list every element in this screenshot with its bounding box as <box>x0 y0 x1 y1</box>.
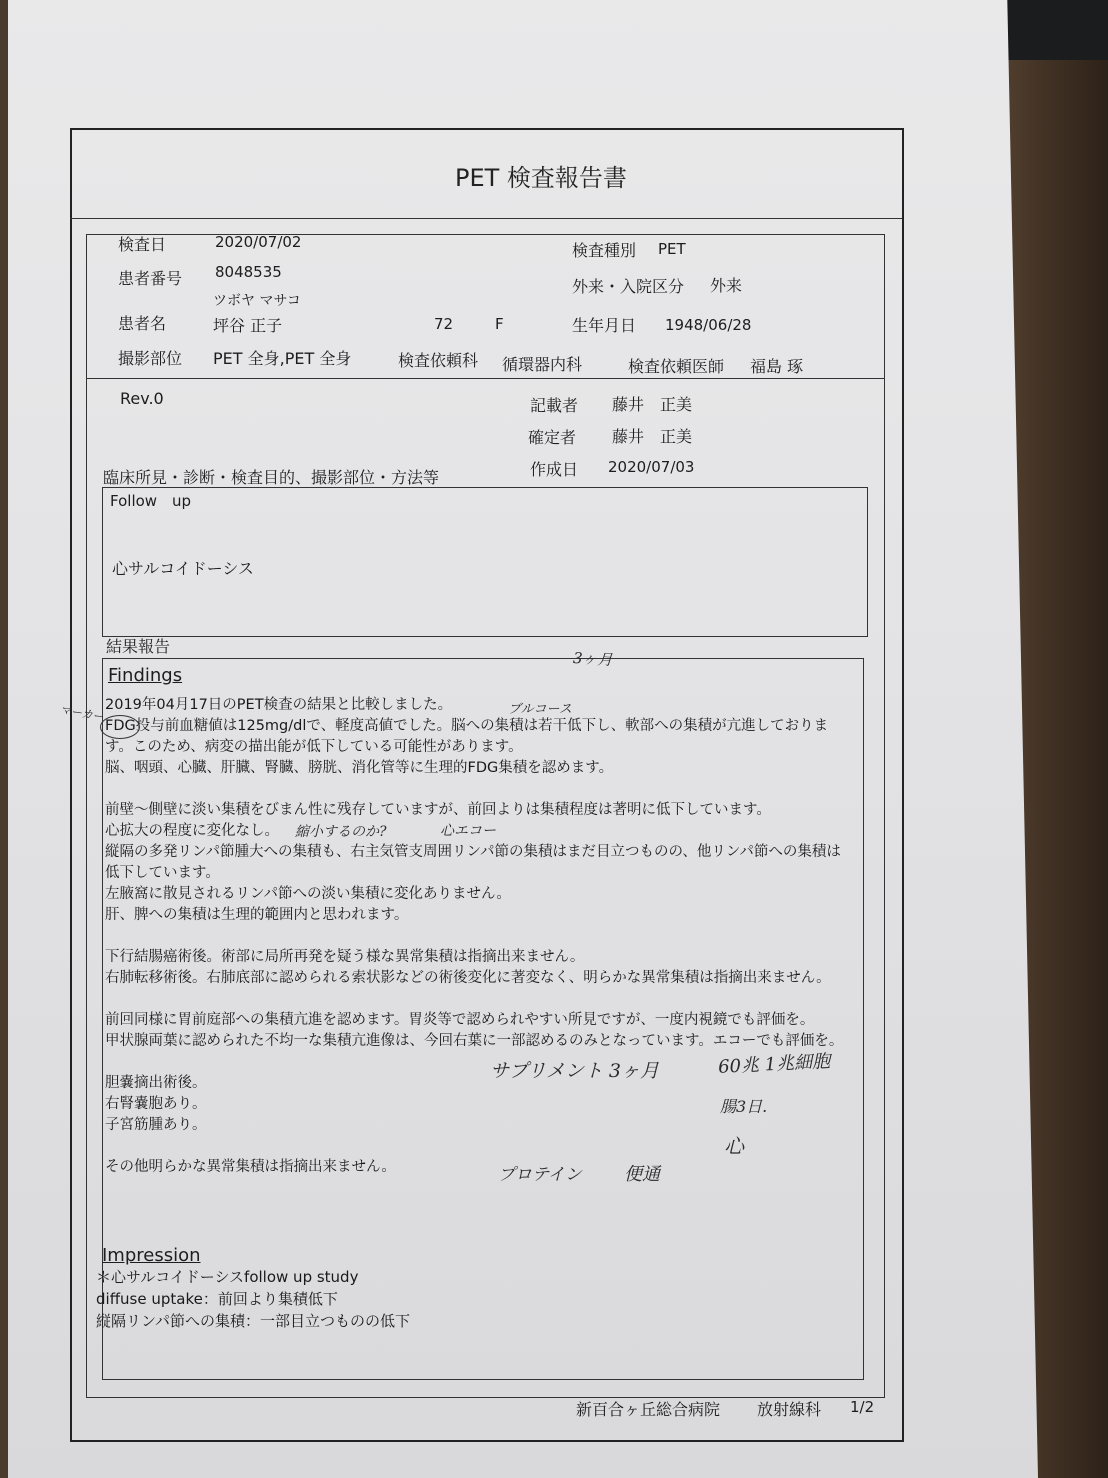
clinical-diagnosis: 心サルコイドーシス <box>112 559 254 578</box>
findings-line: 右肺転移術後。右肺底部に認められる索状影などの術後変化に著変なく、明らかな異常集積は指摘出来ません。 <box>105 970 831 986</box>
patient-name-label: 患者名 <box>118 314 167 333</box>
handwritten-circle <box>100 715 140 739</box>
handwritten-note: ブルコース <box>508 702 572 717</box>
findings-line: 肝、脾への集積は生理的範囲内と思われます。 <box>105 907 409 923</box>
findings-heading: Findings <box>108 665 183 686</box>
patient-kana: ツボヤ マサコ <box>213 293 301 309</box>
exam-type-label: 検査種別 <box>572 241 637 260</box>
site-label: 撮影部位 <box>118 349 183 368</box>
findings-line: FDG投与前血糖値は125mg/dlで、軽度高値でした。脳への集積は若干低下し、軟部への集積が亢進しておりま <box>105 718 829 734</box>
title-divider <box>70 218 902 219</box>
exam-type: PET <box>658 240 686 258</box>
patient-no-label: 患者番号 <box>118 269 183 288</box>
visit-type: 外来 <box>710 276 743 295</box>
footer-dept: 放射線科 <box>757 1400 822 1419</box>
results-label: 結果報告 <box>106 637 171 656</box>
doctor-label: 検査依頼医師 <box>628 357 725 376</box>
impression-line: 縦隔リンパ節への集積：一部目立つものの低下 <box>96 1312 410 1330</box>
patient-name: 坪谷 正子 <box>213 316 283 335</box>
birth-date: 1948/06/28 <box>665 316 752 334</box>
findings-line: 2019年04月17日のPET検査の結果と比較しました。 <box>105 697 453 713</box>
exam-date-label: 検査日 <box>118 235 167 254</box>
header-divider <box>86 378 884 379</box>
clinical-follow-up: Follow up <box>110 492 192 510</box>
impression-line: ＊心サルコイドーシスfollow up study <box>96 1268 359 1286</box>
footer-page: 1/2 <box>850 1398 875 1416</box>
findings-line: 縦隔の多発リンパ節腫大への集積も、右主気管支周囲リンパ節の集積はまだ目立つものの、他リンパ節への集積は <box>105 844 841 860</box>
findings-line: す。このため、病変の描出能が低下している可能性があります。 <box>105 739 523 755</box>
findings-line: 子宮筋腫あり。 <box>105 1117 207 1133</box>
patient-age: 72 <box>434 315 454 333</box>
findings-line: 左腋窩に散見されるリンパ節への淡い集積に変化ありません。 <box>105 886 511 902</box>
findings-line: 下行結腸癌術後。術部に局所再発を疑う様な異常集積は指摘出来ません。 <box>105 949 585 965</box>
patient-no: 8048535 <box>215 263 282 281</box>
handwritten-note: プロテイン <box>498 1165 582 1185</box>
visit-label: 外来・入院区分 <box>572 277 685 296</box>
findings-line: 右腎嚢胞あり。 <box>105 1096 207 1112</box>
handwritten-note: 腸3日. <box>720 1097 768 1116</box>
handwritten-note: 縮小するのか? <box>295 824 387 840</box>
exam-site: PET 全身,PET 全身 <box>213 349 352 368</box>
birth-label: 生年月日 <box>572 316 637 335</box>
findings-line: 前回同様に胃前庭部への集積亢進を認めます。胃炎等で認められやすい所見ですが、一度内視鏡でも評価を。 <box>105 1012 815 1028</box>
created-label: 作成日 <box>530 460 579 479</box>
findings-line: 脳、咽頭、心臓、肝臓、腎臓、膀胱、消化管等に生理的FDG集積を認めます。 <box>105 760 614 776</box>
created-date: 2020/07/03 <box>608 458 695 476</box>
request-dept: 循環器内科 <box>502 355 583 374</box>
patient-sex: F <box>495 315 504 333</box>
impression-heading: Impression <box>102 1245 201 1266</box>
confirmer-label: 確定者 <box>528 428 577 447</box>
findings-line: その他明らかな異常集積は指摘出来ません。 <box>105 1159 396 1175</box>
request-doctor: 福島 琢 <box>750 357 804 376</box>
footer-hospital: 新百合ヶ丘総合病院 <box>576 1400 721 1419</box>
exam-date: 2020/07/02 <box>215 233 302 251</box>
handwritten-note: マーカー <box>59 703 105 724</box>
handwritten-note: 心 <box>724 1134 744 1158</box>
handwritten-note: サプリメント 3ヶ月 <box>490 1060 659 1082</box>
findings-line: 低下しています。 <box>105 865 220 881</box>
handwritten-note: 60兆 1兆細胞 <box>717 1051 831 1078</box>
writer: 藤井 正美 <box>612 395 693 414</box>
report-title: PET 検査報告書 <box>455 164 627 192</box>
handwritten-note: 心エコー <box>440 823 496 839</box>
dept-label: 検査依頼科 <box>398 351 479 370</box>
writer-label: 記載者 <box>530 396 579 415</box>
handwritten-note: 便通 <box>624 1164 660 1185</box>
confirmer: 藤井 正美 <box>612 427 693 446</box>
clinical-label: 臨床所見・診断・検査目的、撮影部位・方法等 <box>103 468 440 487</box>
findings-line: 胆嚢摘出術後。 <box>105 1075 207 1091</box>
findings-line: 甲状腺両葉に認められた不均一な集積亢進像は、今回右葉に一部認めるのみとなっています。エコーでも評価を。 <box>105 1033 844 1049</box>
revision: Rev.0 <box>120 389 164 408</box>
impression-line: diffuse uptake：前回より集積低下 <box>96 1290 338 1308</box>
findings-line: 心拡大の程度に変化なし。 <box>105 823 279 839</box>
handwritten-note: 3ヶ月 <box>572 648 613 670</box>
findings-line: 前壁～側壁に淡い集積をびまん性に残存していますが、前回よりは集積程度は著明に低下しています。 <box>105 802 771 818</box>
